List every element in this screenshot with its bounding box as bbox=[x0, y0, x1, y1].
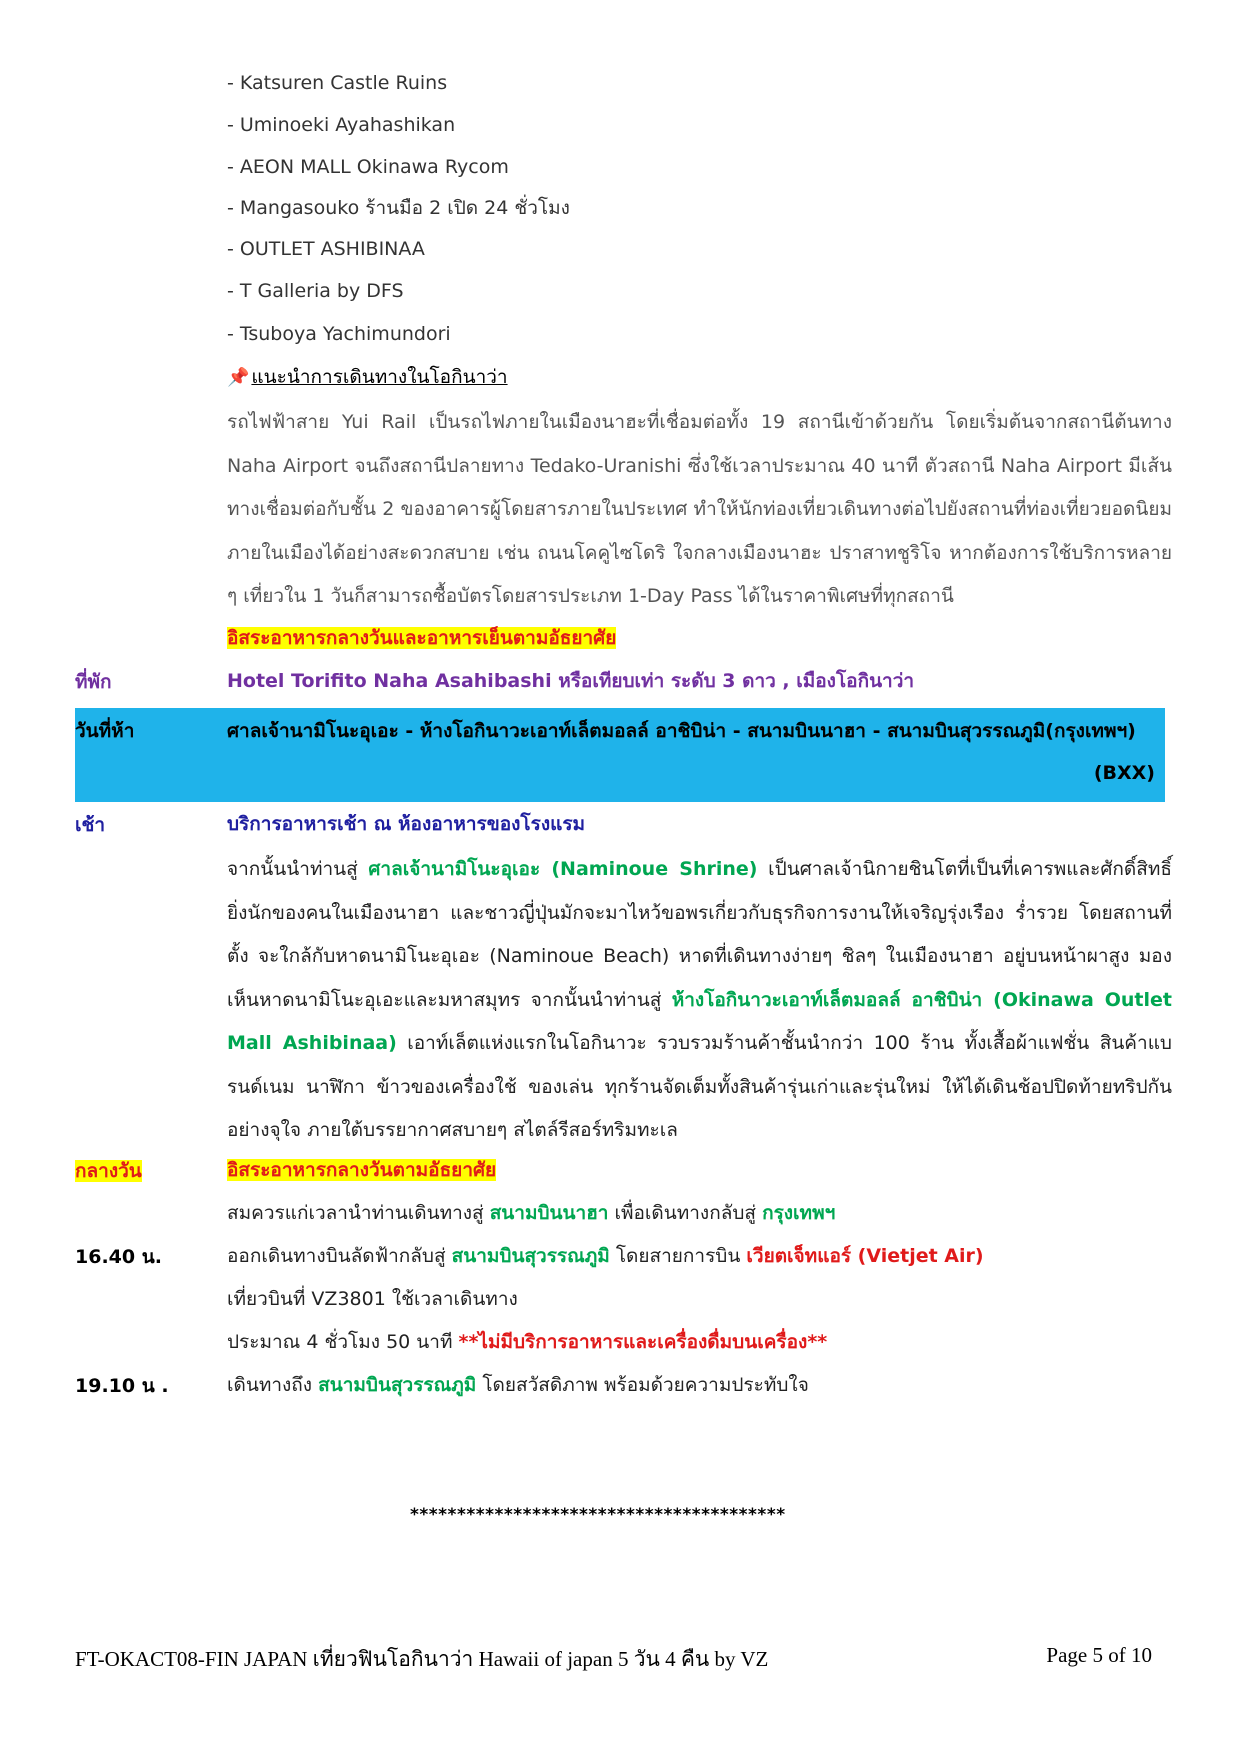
pushpin-icon: 📌 bbox=[227, 367, 250, 388]
attraction-item: - Katsuren Castle Ruins bbox=[227, 72, 448, 94]
line-part: โดยสายการบิน bbox=[609, 1245, 747, 1267]
attraction-item: - Mangasouko ร้านมือ 2 เปิด 24 ชั่วโมง bbox=[227, 197, 570, 219]
flight-number-line: เที่ยวบินที่ VZ3801 ใช้เวลาเดินทาง bbox=[227, 1288, 518, 1310]
noon-label bbox=[75, 1156, 142, 1186]
line-part: โดยสวัสดิภาพ พร้อมด้วยความประทับใจ bbox=[476, 1374, 809, 1396]
travel-tip-body: รถไฟฟ้าสาย Yui Rail เป็นรถไฟภายในเมืองนาฮะที่เชื่อมต่อทั้ง 19 สถานีเข้าด้วยกัน โดยเริ่มต้นจากสถานีต้นทาง Naha Airport จนถึงสถานีปลายทาง Tedako-Uranishi ซึ่งใช้เวลาประมาณ 40 นาที ตัวสถานี Naha Airport มีเส้นทางเชื่อมต่อกับชั้น 2 ของอาคารผู้โดยสารภายในประเทศ ทำให้นักท่องเที่ยวเดินทางต่อไปยังสถานที่ท่องเที่ยวยอดนิยมภายในเมืองได้อย่างสะดวกสบาย เช่น ถนนโคคูไซโดริ ใจกลางเมืองนาฮะ ปราสาทชูริโจ หากต้องการใช้บริการหลาย ๆ เที่ยวใน 1 วันก็สามารถซื้อบัตรโดยสารประเภท 1-Day Pass ได้ในราคาพิเศษที่ทุกสถานี bbox=[227, 411, 1172, 607]
naha-airport: สนามบินนาฮา bbox=[489, 1202, 609, 1224]
day5-description bbox=[227, 848, 1172, 1153]
attraction-item: - AEON MALL Okinawa Rycom bbox=[227, 156, 509, 178]
desc-part: เอาท์เล็ตแห่งแรกในโอกินาวะ รวบรวมร้านค้าชั้นนำกว่า 100 ร้าน ทั้งเสื้อผ้าแฟชั่น สินค้าแบรนด์เนม นาฬิกา ข้าวของเครื่องใช้ ของเล่น ทุกร้านจัดเต็มทั้งสินค้ารุ่นเก่าและรุ่นใหม่ ให้ได้เดินช้อปปิดท้ายทริปกันอย่างจุใจ ภายใต้บรรยากาศสบายๆ สไตล์รีสอร์ทริมทะเล bbox=[227, 1032, 1172, 1141]
arrive-time: 19.10 น . bbox=[75, 1375, 169, 1397]
suvarnabhumi-airport: สนามบินสุวรรณภูมิ bbox=[318, 1374, 477, 1396]
duration-line bbox=[227, 1328, 827, 1356]
breakfast-text: บริการอาหารเช้า ณ ห้องอาหารของโรงแรม bbox=[227, 813, 586, 835]
desc-part: เป็นศาลเจ้านิกายชินโตที่เป็นที่เคารพและศักดิ์สิทธิ์ยิ่งนักของคนในเมืองนาฮา และชาวญี่ปุ่นมักจะมาไหว้ขอพรเกี่ยวกับธุรกิจการงานให้เจริญรุ่งเรือง ร่ำรวย โดยสถานที่ตั้ง จะใกล้กับหาดนามิโนะอุเอะ (Naminoue Beach) หาดที่เดินทางง่ายๆ ชิลๆ ในเมืองนาฮา อยู่บนหน้าผาสูง มองเห็นหาดนามิโนะอุเอะและมหาสมุทร จากนั้นนำท่านสู่ bbox=[227, 858, 1172, 1011]
bangkok: กรุงเทพฯ bbox=[762, 1202, 836, 1224]
attraction-item: - T Galleria by DFS bbox=[227, 280, 404, 302]
noon-label-text: กลางวัน bbox=[75, 1160, 142, 1182]
travel-tip-title: แนะนำการเดินทางในโอกินาว่า bbox=[251, 366, 508, 388]
footer-program-code: FT-OKACT08-FIN JAPAN เที่ยวฟินโอกินาว่า Hawaii of japan 5 วัน 4 คืน by VZ bbox=[75, 1647, 769, 1671]
arrive-line bbox=[227, 1371, 809, 1399]
day-label: วันที่ห้า bbox=[75, 720, 135, 742]
noon-meal-text: อิสระอาหารกลางวันตามอัธยาศัย bbox=[227, 1159, 497, 1181]
day-route: ศาลเจ้านามิโนะอุเอะ - ห้างโอกินาวะเอาท์เล็ตมอลล์ อาชิบิน่า - สนามบินนาฮา - สนามบินสุวรรณภูมิ(กรุงเทพฯ) bbox=[227, 720, 1136, 742]
attraction-item: - OUTLET ASHIBINAA bbox=[227, 238, 425, 260]
page-number: Page 5 of 10 bbox=[1046, 1643, 1152, 1667]
line-part: ประมาณ 4 ชั่วโมง 50 นาที bbox=[227, 1331, 459, 1353]
depart-time: 16.40 น. bbox=[75, 1246, 162, 1268]
to-airport-line bbox=[227, 1199, 835, 1227]
meal-code: (BXX) bbox=[1093, 762, 1155, 784]
hotel-label: ที่พัก bbox=[75, 671, 112, 693]
no-meal-note: **ไม่มีบริการอาหารและเครื่องดื่มบนเครื่อง** bbox=[458, 1331, 828, 1353]
travel-tip-heading bbox=[227, 364, 508, 391]
line-part: สมควรแก่เวลานำท่านเดินทางสู่ bbox=[227, 1202, 490, 1224]
line-part: เดินทางถึง bbox=[227, 1374, 319, 1396]
airline-name: เวียตเจ็ทแอร์ (Vietjet Air) bbox=[746, 1245, 984, 1267]
desc-part: จากนั้นนำท่านสู่ bbox=[227, 858, 369, 880]
noon-meal bbox=[227, 1156, 496, 1184]
mall-name: ห้างโอกินาวะเอาท์เล็ตมอลล์ อาชิบิน่า (Okinawa Outlet Mall Ashibinaa) bbox=[227, 988, 1172, 1054]
shrine-name: ศาลเจ้านามิโนะอุเอะ (Naminoue Shrine) bbox=[368, 858, 758, 880]
line-part: ออกเดินทางบินลัดฟ้ากลับสู่ bbox=[227, 1245, 452, 1267]
line-part: เพื่อเดินทางกลับสู่ bbox=[608, 1202, 763, 1224]
attraction-item: - Uminoeki Ayahashikan bbox=[227, 114, 456, 136]
suvarnabhumi-airport: สนามบินสุวรรณภูมิ bbox=[451, 1245, 610, 1267]
depart-line bbox=[227, 1242, 984, 1270]
morning-label: เช้า bbox=[75, 814, 106, 836]
attraction-item: - Tsuboya Yachimundori bbox=[227, 323, 451, 345]
day-banner bbox=[75, 708, 1165, 802]
separator-stars: **************************************** bbox=[410, 1505, 786, 1525]
free-meal-note bbox=[227, 624, 616, 652]
free-meal-text: อิสระอาหารกลางวันและอาหารเย็นตามอัธยาศัย bbox=[227, 627, 617, 649]
hotel-value: Hotel Torifito Naha Asahibashi หรือเทียบเท่า ระดับ 3 ดาว , เมืองโอกินาว่า bbox=[227, 670, 915, 692]
